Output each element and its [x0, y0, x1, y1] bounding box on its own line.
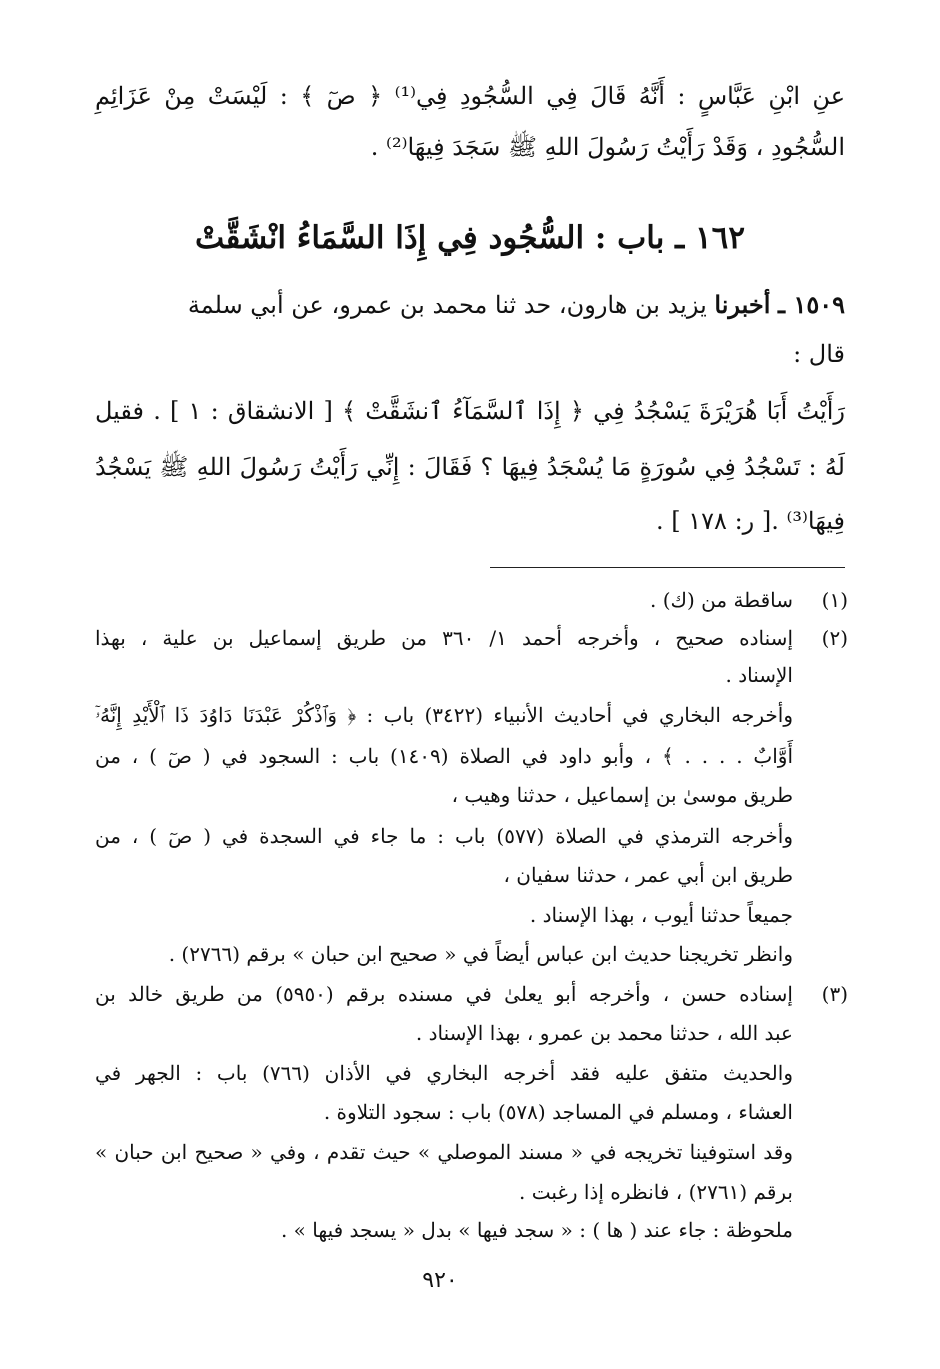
chapter-title: ١٦٢ ـ باب : السُّجُود فِي إِذَا السَّمَاءُ انْشَقَّتْ	[195, 220, 745, 256]
footnote-separator	[490, 567, 845, 568]
footnote-3-line: العشاء ، ومسلم في المساجد (٥٧٨) باب : سجود التلاوة .	[323, 1100, 793, 1124]
intro-line-1: عنِ ابْنِ عَبَّاسٍ : أَنَّهُ قَالَ فِي السُّجُودِ فِي⁽¹⁾ ﴿ صٓ ﴾ : لَيْسَتْ مِنْ عَزَائِمِ	[95, 82, 846, 110]
footnote-1-text: ساقطة من (ك) .	[650, 588, 793, 612]
footnote-2-line: طريق موسىٰ بن إسماعيل ، حدثنا وهيب ،	[451, 783, 793, 807]
hadith-qal: قال :	[793, 340, 845, 368]
hadith-body-2: لَهُ : تَسْجُدُ فِي سُورَةٍ مَا يُسْجَدُ فِيهَا ؟ فَقَالَ : إِنِّي رَأَيْتُ رَسُولَ اللهِ ﷺ يَسْجُدُ	[95, 453, 845, 481]
footnote-2-line: جميعاً حدثنا أيوب ، بهذا الإسناد .	[529, 903, 793, 927]
hadith-chain: يزيد بن هارون، حد ثنا محمد بن عمرو، عن أبي سلمة	[187, 291, 707, 319]
footnote-1-number: (١)	[821, 588, 848, 612]
footnote-3-line: برقم (٢٧٦١) ، فانظره إذا رغبت .	[519, 1180, 793, 1204]
hadith-body-1: رَأَيْتُ أَبَا هُرَيْرَةَ يَسْجُدُ فِي ﴿ إِذَا ٱلسَّمَآءُ ٱنشَقَّتْ ﴾ [ الانشقاق : ١ ] . فقيل	[95, 397, 845, 425]
footnote-3-line: إسناده حسن ، وأخرجه أبو يعلىٰ في مسنده برقم (٥٩٥٠) من طريق خالد بن	[95, 982, 793, 1006]
hadith-body-3: فِيهَا⁽³⁾ .[ ر: ١٧٨ ] .	[656, 507, 845, 535]
footnote-3-line: ملحوظة : جاء عند ( ها ) : « سجد فيها » بدل « يسجد فيها » .	[280, 1218, 793, 1242]
footnote-3-line: عبد الله ، حدثنا محمد بن عمرو ، بهذا الإسناد .	[415, 1021, 793, 1045]
footnote-2-line: الإسناد .	[725, 663, 793, 687]
footnote-3-line: والحديث متفق عليه فقد أخرجه البخاري في الأذان (٧٦٦) باب : الجهر في	[95, 1061, 793, 1085]
hadith-intro: أخبرنا	[714, 290, 771, 319]
hadith-first-line	[188, 290, 845, 319]
footnote-2-line: وانظر تخريجنا حديث ابن عباس أيضاً في « صحيح ابن حبان » برقم (٢٧٦٦) .	[168, 942, 793, 966]
intro-line-2: السُّجُودِ ، وَقَدْ رَأَيْتُ رَسُولَ اللهِ ﷺ سَجَدَ فِيهَا⁽²⁾ .	[370, 133, 845, 161]
footnote-2-line: وأخرجه البخاري في أحاديث الأنبياء (٣٤٢٢) باب : ﴿ وَٱذْكُرْ عَبْدَنَا دَاوُدَ ذَا ٱلْأَيْدِ إِنَّهُۥٓ	[95, 703, 793, 727]
footnote-3-number: (٣)	[821, 982, 848, 1006]
page-number: ٩٢٠	[422, 1268, 458, 1293]
footnote-2-line: أَوَّابٌ . . . . ﴾ ، وأبو داود في الصلاة (١٤٠٩) باب : السجود في ( صٓ ) ، من	[95, 744, 794, 768]
footnote-2-line: طريق ابن أبي عمر ، حدثنا سفيان ،	[503, 863, 793, 887]
footnote-2-number: (٢)	[821, 626, 848, 650]
footnote-2-line: وأخرجه الترمذي في الصلاة (٥٧٧) باب : ما جاء في السجدة في ( صٓ ) ، من	[95, 824, 793, 848]
footnote-3-line: وقد استوفينا تخريجه في « مسند الموصلي » حيث تقدم ، وفي « صحيح ابن حبان »	[95, 1140, 793, 1164]
footnote-2-line: إسناده صحيح ، وأخرجه أحمد ١/ ٣٦٠ من طريق إسماعيل بن علية ، بهذا	[95, 626, 793, 650]
hadith-number: ١٥٠٩ ـ	[778, 290, 845, 319]
